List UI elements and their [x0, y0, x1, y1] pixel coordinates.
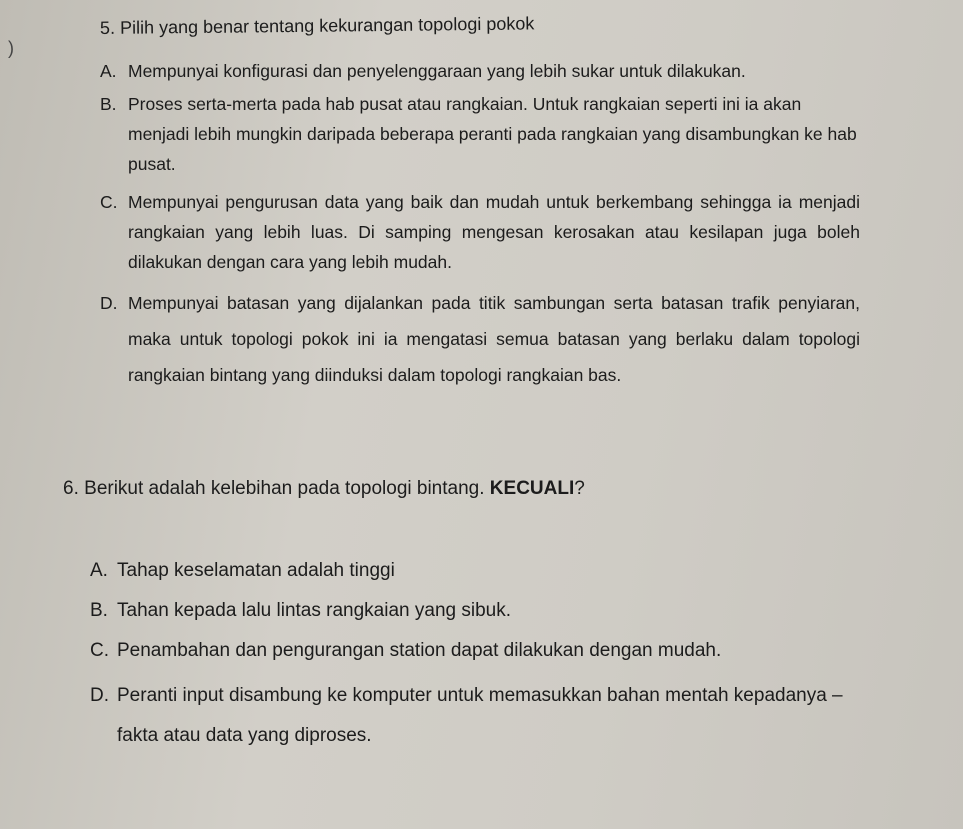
question-6-text: Berikut adalah kelebihan pada topologi bintang. — [84, 478, 485, 499]
question-6-option-c — [90, 636, 860, 666]
option-text: Mempunyai pengurusan data yang baik dan mudah untuk berkembang sehingga ia menjadi rangkaian yang lebih luas. Di samping mengesan kerosakan atau kesilapan juga boleh dilakukan dengan cara yang lebih mudah. — [128, 192, 860, 272]
option-text: Tahap keselamatan adalah tinggi — [117, 560, 395, 581]
option-letter: C. — [100, 192, 118, 212]
question-6-emphasis: KECUALI — [489, 478, 575, 499]
question-5-number: 5. — [99, 17, 116, 38]
question-5-option-a — [100, 56, 860, 86]
question-5-options — [100, 56, 860, 393]
question-5-option-b — [100, 89, 860, 179]
question-6-option-a — [90, 556, 860, 586]
page-edge-mark: ) — [8, 38, 14, 58]
option-letter: C. — [90, 640, 109, 661]
option-letter: A. — [90, 560, 108, 581]
question-6-options — [90, 556, 860, 766]
option-text: Proses serta-merta pada hab pusat atau rangkaian. Untuk rangkaian seperti ini ia akan menjadi lebih mungkin daripada beberapa peranti pada rangkaian yang disambungkan ke hab pusat. — [128, 94, 857, 174]
option-text: Mempunyai batasan yang dijalankan pada titik sambungan serta batasan trafik penyiaran, maka untuk topologi pokok ini ia mengatasi semua batasan yang berlaku dalam topologi rangkaian bintang yang diinduksi dalam topologi rangkaian bas. — [128, 293, 860, 385]
option-letter: D. — [90, 685, 109, 706]
question-5-option-d — [100, 285, 860, 393]
option-text: Tahan kepada lalu lintas rangkaian yang sibuk. — [117, 600, 511, 621]
question-6-option-b — [90, 596, 860, 626]
option-letter: D. — [100, 293, 118, 313]
question-6-suffix: ? — [574, 478, 585, 499]
option-text: Mempunyai konfigurasi dan penyelenggaraan yang lebih sukar untuk dilakukan. — [128, 61, 746, 81]
option-letter: A. — [100, 61, 117, 81]
option-letter: B. — [100, 94, 117, 114]
question-6-number: 6. — [63, 478, 79, 499]
question-5-option-c — [100, 187, 860, 277]
question-6-option-d — [90, 676, 860, 756]
option-text: Penambahan dan pengurangan station dapat dilakukan dengan mudah. — [117, 640, 722, 661]
question-5-title — [100, 13, 535, 39]
question-5-text: Pilih yang benar tentang kekurangan topologi pokok — [119, 13, 535, 38]
question-6-title — [63, 478, 585, 500]
option-text: Peranti input disambung ke komputer untuk memasukkan bahan mentah kepadanya – fakta atau data yang diproses. — [117, 685, 843, 746]
option-letter: B. — [90, 600, 108, 621]
